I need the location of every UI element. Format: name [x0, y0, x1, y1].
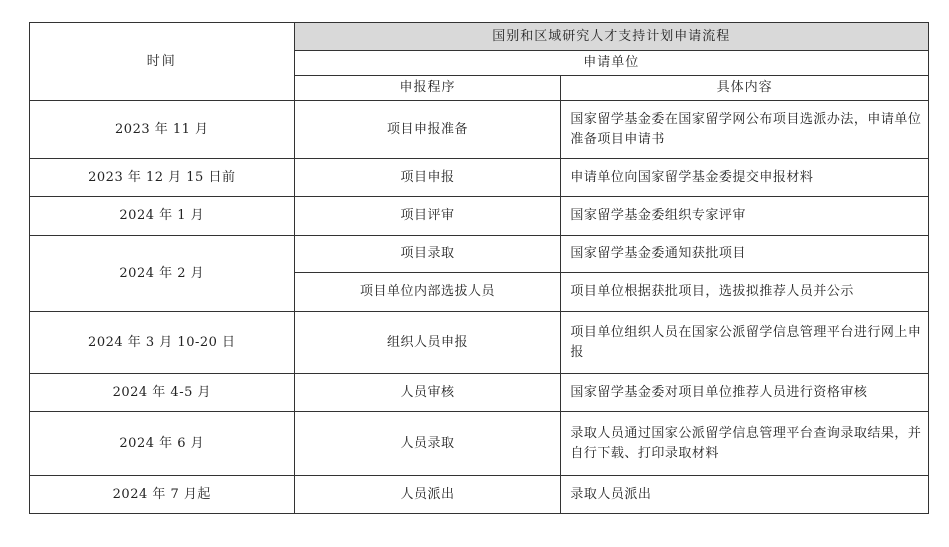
- table-row: [30, 412, 929, 476]
- row-time: 2023 年 12 月 15 日前: [30, 159, 295, 197]
- row-time: 2024 年 1 月: [30, 197, 295, 236]
- table-row: [30, 236, 929, 273]
- row-content: 国家留学基金委通知获批项目: [561, 236, 929, 273]
- row-procedure: 项目申报准备: [294, 101, 561, 159]
- application-process-table: [29, 22, 929, 514]
- row-procedure: 人员审核: [294, 374, 561, 412]
- header-time: 时间: [30, 23, 295, 101]
- row-procedure: 人员录取: [294, 412, 561, 476]
- row-content: 国家留学基金委在国家留学网公布项目选派办法，申请单位准备项目申请书: [561, 101, 929, 159]
- table-row: [30, 374, 929, 412]
- row-content: 录取人员派出: [561, 476, 929, 514]
- row-time: 2024 年 6 月: [30, 412, 295, 476]
- table-row: [30, 101, 929, 159]
- row-time: 2024 年 4-5 月: [30, 374, 295, 412]
- row-procedure: 组织人员申报: [294, 312, 561, 374]
- table-title-row: [30, 23, 929, 51]
- header-procedure: 申报程序: [294, 76, 561, 101]
- row-procedure: 项目评审: [294, 197, 561, 236]
- row-content: 国家留学基金委对项目单位推荐人员进行资格审核: [561, 374, 929, 412]
- header-unit: 申请单位: [294, 51, 928, 76]
- row-procedure: 人员派出: [294, 476, 561, 514]
- row-procedure: 项目单位内部选拔人员: [294, 273, 561, 312]
- row-content: 项目单位根据获批项目，选拔拟推荐人员并公示: [561, 273, 929, 312]
- row-content: 项目单位组织人员在国家公派留学信息管理平台进行网上申报: [561, 312, 929, 374]
- row-content: 录取人员通过国家公派留学信息管理平台查询录取结果，并自行下载、打印录取材料: [561, 412, 929, 476]
- table-row: [30, 476, 929, 514]
- table-row: [30, 312, 929, 374]
- row-time: 2023 年 11 月: [30, 101, 295, 159]
- header-content: 具体内容: [561, 76, 929, 101]
- table-row: [30, 197, 929, 236]
- row-time: 2024 年 3 月 10-20 日: [30, 312, 295, 374]
- row-time: 2024 年 7 月起: [30, 476, 295, 514]
- row-content: 申请单位向国家留学基金委提交申报材料: [561, 159, 929, 197]
- table-title: 国别和区域研究人才支持计划申请流程: [294, 23, 928, 51]
- row-procedure: 项目录取: [294, 236, 561, 273]
- row-time: 2024 年 2 月: [30, 236, 295, 312]
- row-content: 国家留学基金委组织专家评审: [561, 197, 929, 236]
- table-row: [30, 159, 929, 197]
- row-procedure: 项目申报: [294, 159, 561, 197]
